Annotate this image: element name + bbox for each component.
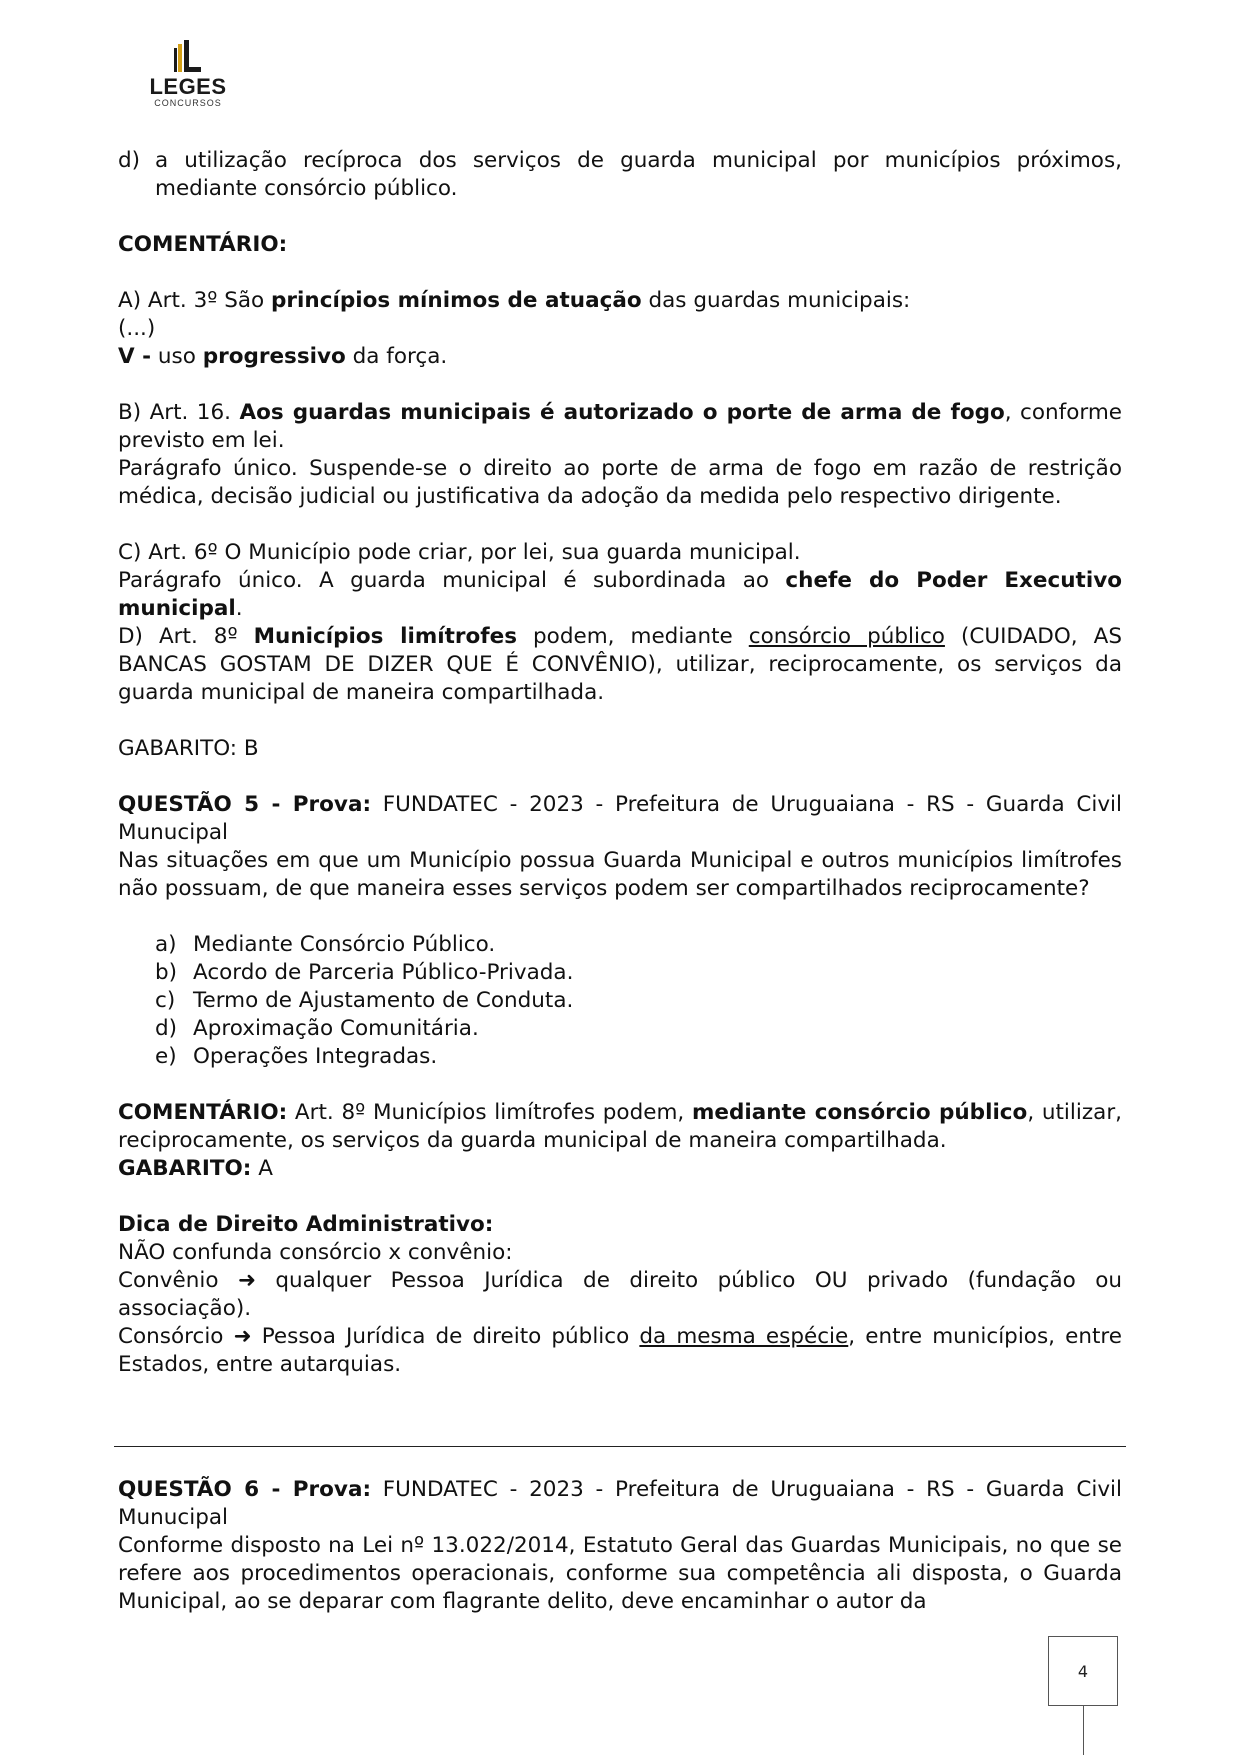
comment-b-paragraph: Parágrafo único. Suspende-se o direito ao porte de arma de fogo em razão de restrição médica, decisão judicial ou justificativa da adoção da medida pelo respectivo dirigente.	[118, 456, 1122, 509]
option-d: d) Aproximação Comunitária.	[155, 1016, 479, 1041]
option-d-previous	[118, 147, 1122, 203]
page-number: 4	[1048, 1636, 1118, 1706]
dica-title: Dica de Direito Administrativo:	[118, 1212, 494, 1237]
leges-logo-icon	[168, 38, 208, 76]
comment-c-paragraph: Parágrafo único. A guarda municipal é subordinada ao chefe do Poder Executivo municipal.	[118, 568, 1122, 621]
main-content	[118, 147, 1122, 1379]
option-a: a) Mediante Consórcio Público.	[155, 932, 496, 957]
question-6-statement: Conforme disposto na Lei nº 13.022/2014, Estatuto Geral das Guardas Municipais, no que se refere aos procedimentos operacionais, conforme sua competência ali disposta, o Guarda Municipal, ao se deparar com flagrante delito, deve encaminhar o autor da	[118, 1533, 1122, 1614]
question-5-comment: COMENTÁRIO: Art. 8º Municípios limítrofes podem, mediante consórcio público, utilizar, reciprocamente, os serviços da guarda municipal de maneira compartilhada.	[118, 1100, 1122, 1153]
question-6-header: QUESTÃO 6 - Prova: FUNDATEC - 2023 - Prefeitura de Uruguaiana - RS - Guarda Civil Munucipal	[118, 1477, 1122, 1530]
question-5-statement: Nas situações em que um Município possua Guarda Municipal e outros municípios limítrofes não possuam, de que maneira esses serviços podem ser compartilhados reciprocamente?	[118, 848, 1122, 901]
gabarito-previous: GABARITO: B	[118, 736, 259, 761]
comment-d-article: D) Art. 8º Municípios limítrofes podem, mediante consórcio público (CUIDADO, AS BANCAS GOSTAM DE DIZER QUE É CONVÊNIO), utilizar, reciprocamente, os serviços da guarda municipal de maneira compartilhada.	[118, 624, 1122, 705]
question-5-gabarito: GABARITO: A	[118, 1156, 273, 1181]
dica-convenio: Convênio ➜ qualquer Pessoa Jurídica de direito público OU privado (fundação ou associação).	[118, 1268, 1122, 1321]
dica-line1: NÃO confunda consórcio x convênio:	[118, 1240, 513, 1265]
comment-b-article: B) Art. 16. Aos guardas municipais é autorizado o porte de arma de fogo, conforme previsto em lei.	[118, 400, 1122, 453]
question-6	[118, 1476, 1122, 1616]
option-label: d)	[118, 148, 141, 173]
option-b: b) Acordo de Parceria Público-Privada.	[155, 960, 574, 985]
comment-a-line2: (...)	[118, 316, 156, 341]
page-number-line	[1083, 1706, 1084, 1755]
option-e: e) Operações Integradas.	[155, 1044, 438, 1069]
question-5-options	[118, 931, 1122, 1071]
logo-subtitle: CONCURSOS	[154, 98, 222, 108]
dica-consorcio: Consórcio ➜ Pessoa Jurídica de direito público da mesma espécie, entre municípios, entre Estados, entre autarquias.	[118, 1324, 1122, 1377]
comentario-heading: COMENTÁRIO:	[118, 232, 288, 257]
question-5-header: QUESTÃO 5 - Prova: FUNDATEC - 2023 - Prefeitura de Uruguaiana - RS - Guarda Civil Munucipal	[118, 792, 1122, 845]
option-c: c) Termo de Ajustamento de Conduta.	[155, 988, 574, 1013]
option-text: a utilização recíproca dos serviços de guarda municipal por municípios próximos, mediante consórcio público.	[155, 148, 1122, 201]
comment-c-article: C) Art. 6º O Município pode criar, por lei, sua guarda municipal.	[118, 540, 801, 565]
comment-a-line1: A) Art. 3º São princípios mínimos de atuação das guardas municipais:	[118, 288, 911, 313]
leges-logo	[148, 38, 228, 110]
comment-a-line3: V - uso progressivo da força.	[118, 344, 448, 369]
logo-name: LEGES	[149, 74, 227, 99]
section-divider	[114, 1446, 1126, 1447]
